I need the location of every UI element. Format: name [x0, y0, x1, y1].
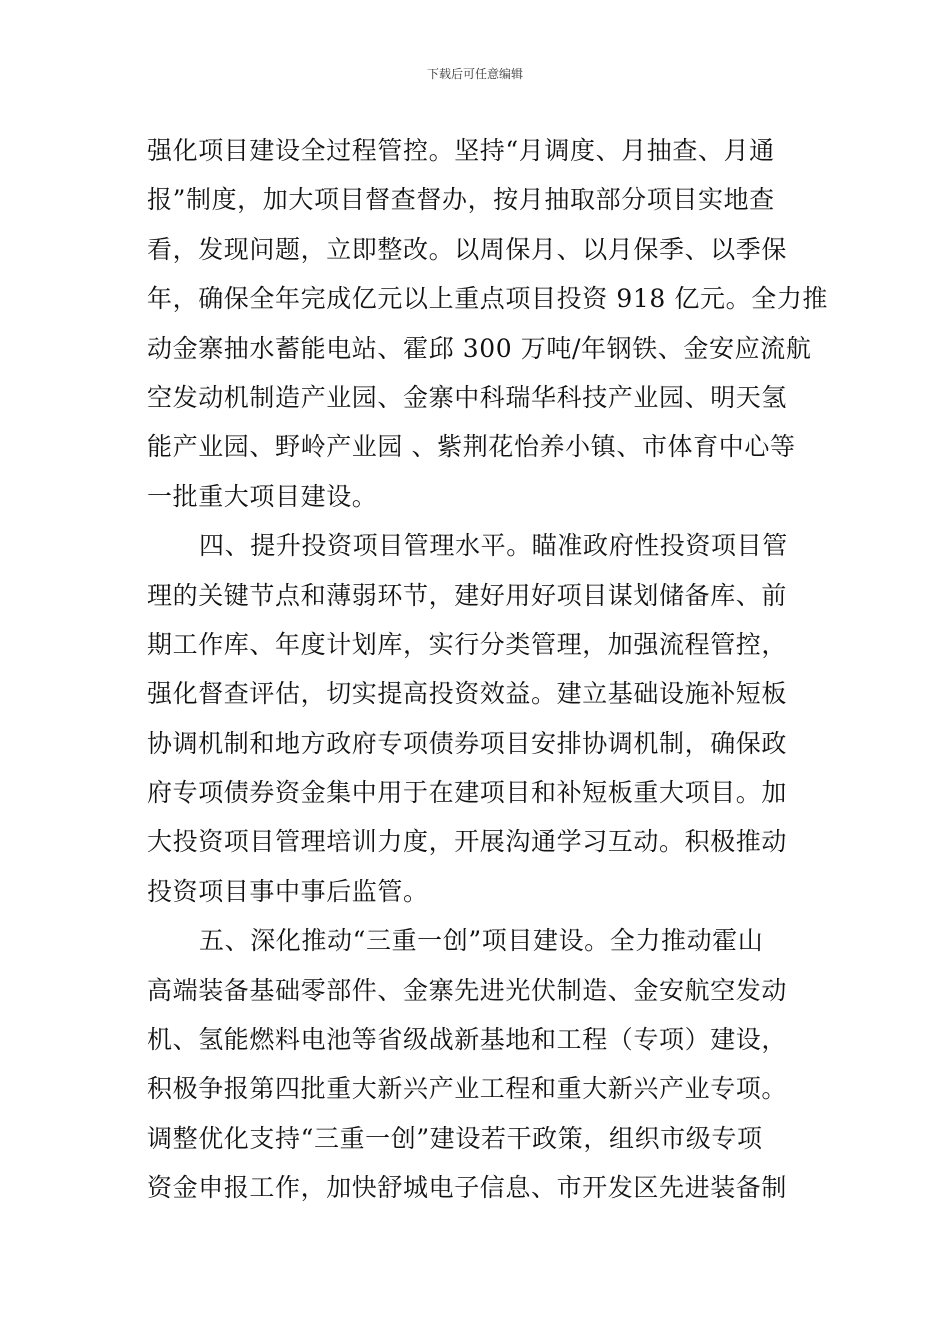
body-line: 强化督查评估，切实提高投资效益。建立基础设施补短板	[147, 679, 788, 709]
body-line: 空发动机制造产业园、金寨中科瑞华科技产业园、明天氢	[147, 382, 788, 412]
body-line: 一批重大项目建设。	[147, 481, 378, 511]
body-line: 积极争报第四批重大新兴产业工程和重大新兴产业专项。	[147, 1074, 788, 1104]
body-line: 调整优化支持“三重一创”建设若干政策，组织市级专项	[147, 1123, 763, 1153]
body-line: 投资项目事中事后监管。	[147, 876, 429, 906]
body-line: 动金寨抽水蓄能电站、霍邱 300 万吨/年钢铁、金安应流航	[147, 333, 812, 363]
body-line: 高端装备基础零部件、金寨先进光伏制造、金安航空发动	[147, 975, 788, 1005]
body-line: 机、氢能燃料电池等省级战新基地和工程（专项）建设，	[147, 1025, 788, 1055]
body-line: 资金申报工作，加快舒城电子信息、市开发区先进装备制	[147, 1173, 788, 1203]
document-body	[147, 126, 829, 1213]
body-line: 府专项债券资金集中用于在建项目和补短板重大项目。加	[147, 778, 788, 808]
body-line: 理的关键节点和薄弱环节，建好用好项目谋划储备库、前	[147, 580, 788, 610]
body-line: 协调机制和地方政府专项债券项目安排协调机制，确保政	[147, 728, 788, 758]
page-header: 下载后可任意编辑	[426, 67, 523, 81]
body-line: 大投资项目管理培训力度，开展沟通学习互动。积极推动	[147, 827, 788, 857]
body-line: 报”制度，加大项目督查督办，按月抽取部分项目实地查	[147, 185, 775, 215]
body-line: 能产业园、野岭产业园 、紫荆花怡养小镇、市体育中心等	[147, 432, 796, 462]
body-line: 看，发现问题，立即整改。以周保月、以月保季、以季保	[147, 234, 788, 264]
body-line: 期工作库、年度计划库，实行分类管理，加强流程管控，	[147, 629, 788, 659]
body-line: 强化项目建设全过程管控。坚持“月调度、月抽查、月通	[147, 136, 775, 165]
section-heading-line: 四、提升投资项目管理水平。瞄准政府性投资项目管	[199, 531, 788, 561]
section-heading-line: 五、深化推动“三重一创”项目建设。全力推动霍山	[199, 926, 764, 956]
body-line: 年，确保全年完成亿元以上重点项目投资 918 亿元。全力推	[147, 284, 829, 314]
